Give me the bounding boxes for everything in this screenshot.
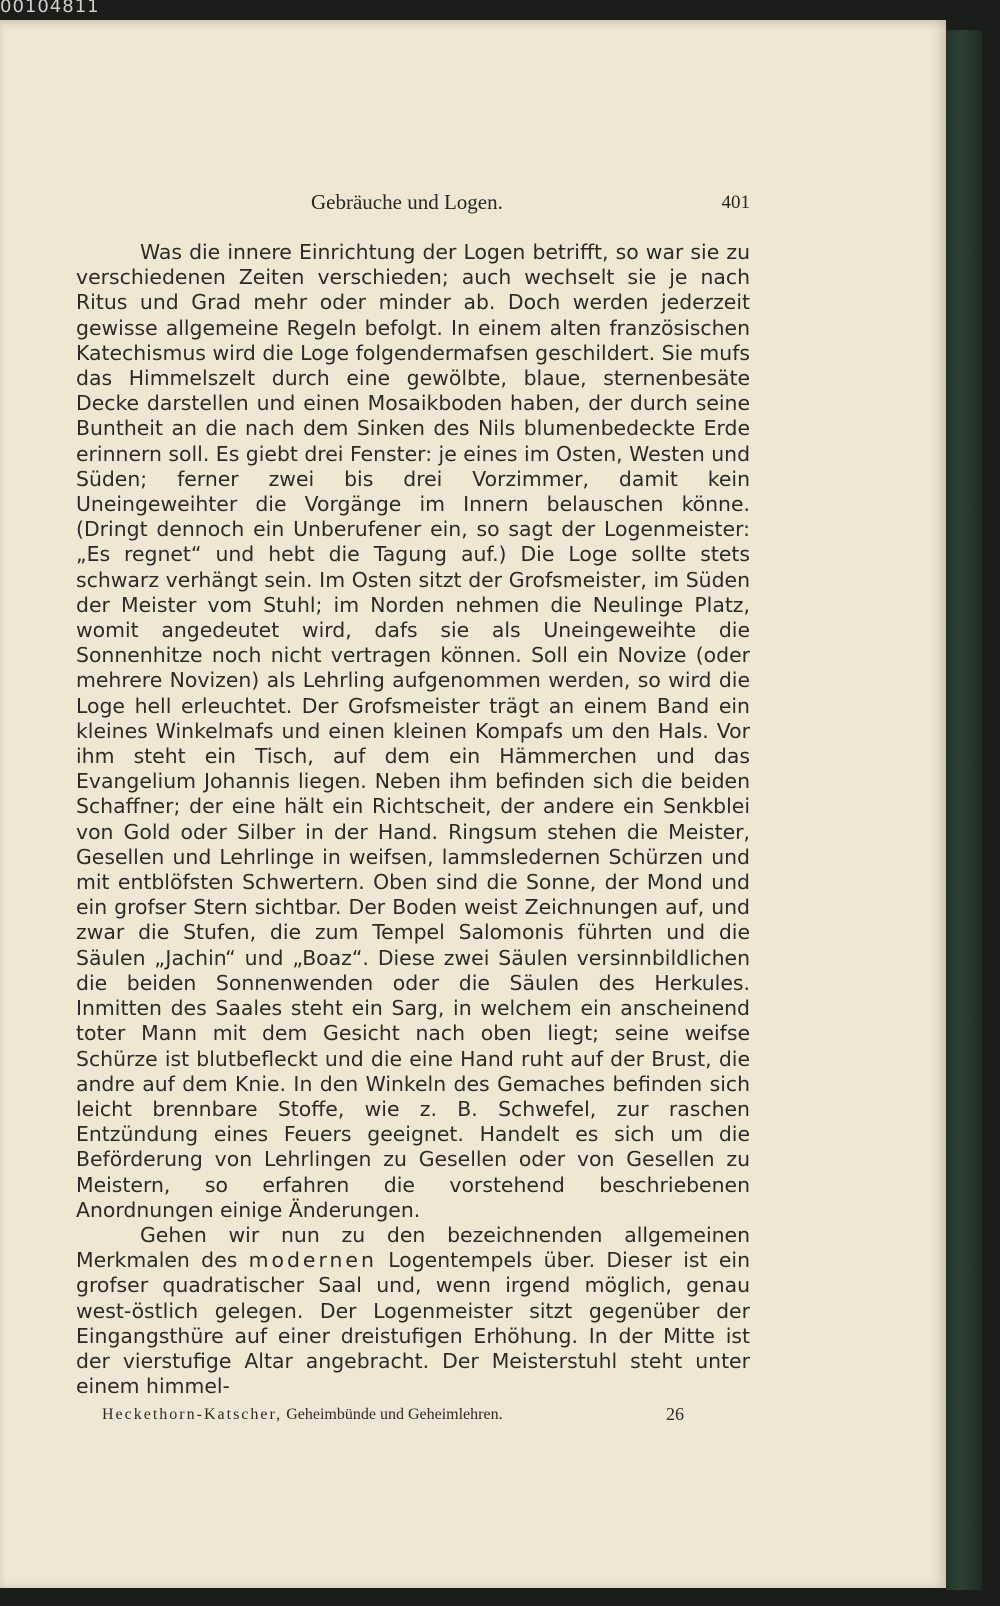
emphasized-word: modernen bbox=[248, 1248, 377, 1273]
paragraph-1: Was die innere Einrichtung der Logen betrifft, so war sie zu verschiedenen Zeiten verschieden; auch wechselt sie je nach Ritus und Grad mehr oder minder ab. Doch werden jederzeit gewisse allgemeine Regeln befolgt. In einem alten französischen Katechismus wird die Loge folgendermafsen geschildert. Sie mufs das Himmelszelt durch eine gewölbte, blaue, sternenbesäte Decke darstellen und einen Mosaikboden haben, der durch seine Buntheit an die nach dem Sinken des Nils blumenbedeckte Erde erinnern soll. Es giebt drei Fenster: je eines im Osten, Westen und Süden; ferner zwei bis drei Vorzimmer, damit kein Uneingeweihter die Vorgänge im Innern belauschen könne. (Dringt dennoch ein Unberufener ein, so sagt der Logenmeister: „Es regnet“ und hebt die Tagung auf.) Die Loge sollte stets schwarz verhängt sein. Im Osten sitzt der Grofsmeister, im Süden der Meister vom Stuhl; im Norden nehmen die Neulinge Platz, womit angedeutet wird, dafs sie als Uneingeweihte die Sonnenhitze noch nicht vertragen können. Soll ein Novize (oder mehrere Novizen) als Lehrling aufgenommen werden, so wird die Loge hell erleuchtet. Der Grofsmeister trägt an einem Band ein kleines Winkelmafs und einen kleinen Kompafs um den Hals. Vor ihm steht ein Tisch, auf dem ein Hämmerchen und das Evangelium Johannis liegen. Neben ihm befinden sich die beiden Schaffner; der eine hält ein Richtscheit, der andere ein Senkblei von Gold oder Silber in der Hand. Ringsum stehen die Meister, Gesellen und Lehrlinge in weifsen, lammsledernen Schürzen und mit entblöfsten Schwertern. Oben sind die Sonne, der Mond und ein grofser Stern sichtbar. Der Boden weist Zeichnungen auf, und zwar die Stufen, die zum Tempel Salomonis führten und die Säulen „Jachin“ und „Boaz“. Diese zwei Säulen versinnbildlichen die beiden Sonnenwenden oder die Säulen des Herkules. Inmitten des Saales steht ein Sarg, in welchem ein anscheinend toter Mann mit dem Gesicht nach oben liegt; seine weifse Schürze ist blutbefleckt und die eine Hand ruht auf der Brust, die andre auf dem Knie. In den Winkeln des Gemaches befinden sich leicht brennbare Stoffe, wie z. B. Schwefel, zur raschen Entzündung eines Feuers geeignet. Handelt es sich um die Beförderung von Lehrlingen zu Gesellen oder von Gesellen zu Meistern, so erfahren die vorstehend beschriebenen Anordnungen einige Änderungen. bbox=[76, 240, 751, 1222]
book-page bbox=[0, 20, 946, 1588]
binding-edge bbox=[946, 30, 982, 1590]
paragraph-2-end: Logentempels über. Dieser ist ein grofser quadratischer Saal und, wenn irgend möglich, genau west-östlich gelegen. Der Logenmeister sitzt gegenüber der Eingangsthüre auf einer dreistufigen Erhöhung. In der Mitte ist der vierstufige Altar angebracht. Der Meisterstuhl steht unter einem himmel- bbox=[76, 1248, 750, 1399]
page-header bbox=[76, 190, 750, 218]
footer-book-title: Geheimbünde und Geheimlehren. bbox=[286, 1406, 503, 1423]
body-text bbox=[76, 240, 750, 1399]
page-footer bbox=[102, 1406, 684, 1428]
page-number: 401 bbox=[721, 192, 750, 213]
footer-author: Heckethorn-Katscher, bbox=[102, 1406, 283, 1423]
scan-id-label: 00104811 bbox=[0, 0, 100, 17]
running-title: Gebräuche und Logen. bbox=[311, 190, 503, 214]
paragraph-2-start: Gehen wir nun zu den bezeichnenden allgemeinen Merkmalen des bbox=[76, 1222, 750, 1273]
paragraph-2 bbox=[76, 1223, 750, 1399]
signature-mark: 26 bbox=[666, 1404, 684, 1424]
